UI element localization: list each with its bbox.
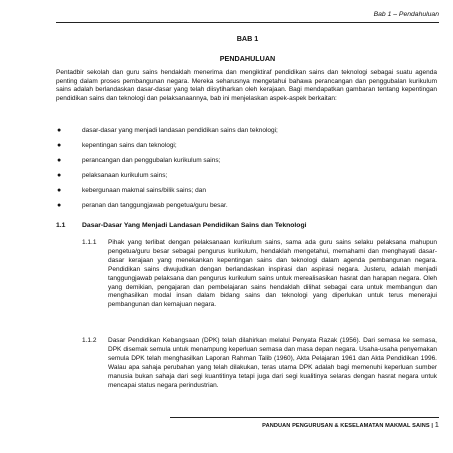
page-footer	[262, 420, 439, 429]
bullet-icon: ●	[57, 142, 62, 149]
bullet-icon: ●	[57, 172, 62, 179]
bullet-icon: ●	[57, 187, 62, 194]
footer-rule	[170, 417, 439, 418]
bullet-icon: ●	[57, 202, 62, 209]
subsection-number: 1.1.2	[82, 337, 97, 344]
footer-separator: |	[431, 423, 435, 429]
section-title: Dasar-Dasar Yang Menjadi Landasan Pendidikan Sains dan Teknologi	[82, 222, 307, 229]
subsection-text: Dasar Pendidikan Kebangsaan (DPK) telah dilahirkan melalui Penyata Razak (1956). Dari semasa ke semasa, DPK disemak semula untuk menampung keperluan semasa dan masa depan negara. Usaha-usaha penyemakan semula DPK telah menghasilkan Laporan Rahman Talib (1960), Akta Pelajaran 1961 dan Akta Pendidikan 1996. Walau apa sahaja perubahan yang telah dilakukan, teras utama DPK adalah bagi memenuhi keperluan sumber manusia bukan sahaja dari segi kuantitinya tetapi juga dari segi kualitinya selaras dengan hasrat negara untuk mencapai status negara perindustrian.	[108, 337, 437, 389]
aspect-list	[56, 127, 437, 217]
footer-label: PANDUAN PENGURUSAN & KESELAMATAN MAKMAL SAINS	[262, 423, 430, 429]
list-item	[56, 142, 437, 157]
page-number: 1	[434, 420, 439, 429]
list-item-text: peranan dan tanggungjawab pengetua/guru besar.	[82, 202, 228, 209]
list-item	[56, 127, 437, 142]
running-header: Bab 1 – Pendahuluan	[373, 11, 439, 18]
list-item-text: kepentingan sains dan teknologi;	[82, 142, 177, 149]
subsection-text: Pihak yang terlibat dengan pelaksanaan kurikulum sains, sama ada guru sains selaku pelaksana mahupun pengetua/guru besar sebagai pengurus kurikulum, hendaklah mengetahui, memahami dan menghayati dasar-dasar kerajaan yang menekankan kepentingan sains dan teknologi dalam agenda pembangunan negara. Pendidikan sains diwujudkan dengan berlandaskan inspirasi dan aspirasi negara. Justeru, adalah menjadi tanggungjawab pelaksana dan pengurus kurikulum sains untuk merealisasikan hasrat dan harapan negara. Oleh yang demikian, pengajaran dan pembelajaran sains hendaklah dilihat sebagai cara untuk membangun dan menghasilkan modal insan dalam bidang sains dan teknologi yang diperlukan untuk terus menerajui pembangunan dan kemajuan negara.	[108, 239, 437, 309]
intro-paragraph: Pentadbir sekolah dan guru sains hendaklah menerima dan mengiktiraf pendidikan sains dan teknologi sebagai suatu agenda penting dalam proses pembangunan negara. Mereka seharusnya mengetahui bahawa perancangan dan penggubalan kurikulum sains adalah berlandaskan dasar-dasar yang telah diisytiharkan oleh kerajaan. Bagi mendapatkan gambaran tentang kepentingan pendidikan sains dan teknologi dan pelaksanaannya, bab ini menjelaskan aspek-aspek berkaitan:	[56, 69, 437, 103]
header-rule	[56, 22, 439, 23]
section-heading	[56, 222, 439, 229]
list-item-text: pelaksanaan kurikulum sains;	[82, 172, 168, 179]
list-item	[56, 172, 437, 187]
subsection-1-1-2	[82, 337, 437, 390]
list-item	[56, 187, 437, 202]
subsection-1-1-1	[82, 239, 437, 310]
subsection-number: 1.1.1	[82, 239, 97, 246]
chapter-title: PENDAHULUAN	[219, 54, 276, 63]
list-item-text: kebergunaan makmal sains/bilik sains; dan	[82, 187, 206, 194]
list-item	[56, 157, 437, 172]
list-item	[56, 202, 437, 217]
list-item-text: dasar-dasar yang menjadi landasan pendidikan sains dan teknologi;	[82, 127, 278, 134]
bullet-icon: ●	[57, 127, 62, 134]
section-number: 1.1	[56, 222, 66, 229]
chapter-number: BAB 1	[236, 34, 259, 43]
bullet-icon: ●	[57, 157, 62, 164]
list-item-text: perancangan dan penggubalan kurikulum sains;	[82, 157, 221, 164]
